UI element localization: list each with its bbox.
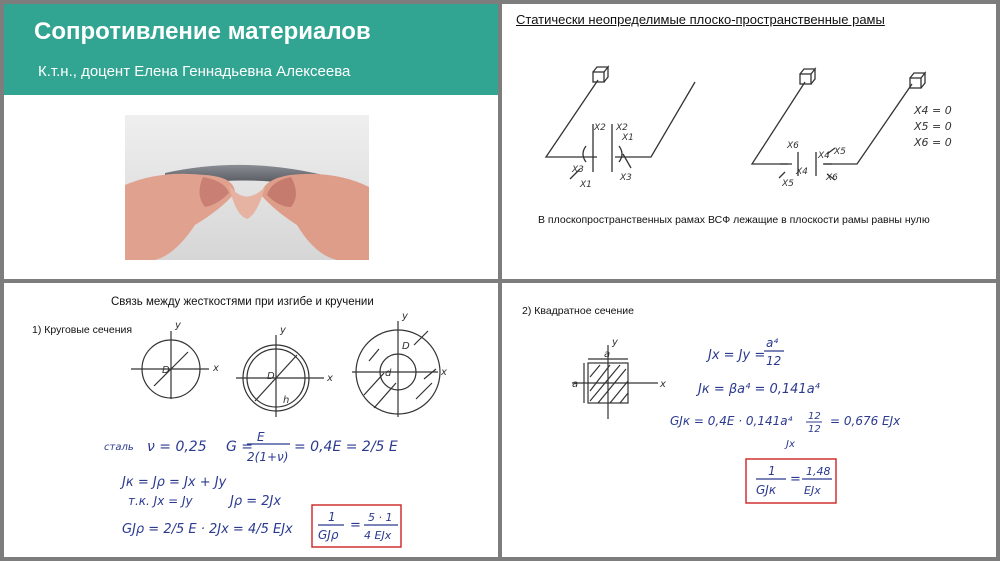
box-left-num: 1 (328, 510, 336, 524)
polar-moment-result: Jρ = 2Jx (230, 494, 282, 509)
box-right-den: EJx (804, 484, 821, 497)
force-label: X4 (796, 167, 808, 177)
box-left-den: GJк (756, 483, 777, 497)
slide-square-section[interactable] (502, 283, 996, 557)
equation: X4 = 0 (914, 104, 952, 117)
section-subtitle: 2) Квадратное сечение (522, 305, 635, 317)
poisson-ratio: ν = 0,25 (147, 439, 207, 455)
torsion-inertia-formula: Jк = βa⁴ = 0,141a⁴ (698, 382, 820, 397)
slide-heading: Статически неопределимые плоско-пространственные рамы (516, 12, 885, 27)
bending-phone-photo (125, 115, 369, 260)
axis-label: x (213, 363, 219, 374)
box-equals: = (790, 472, 801, 487)
force-label: X2 (616, 123, 628, 133)
box-right-num: 5 · 1 (368, 511, 393, 524)
force-label: X3 (572, 165, 584, 175)
inertia-numerator: a⁴ (766, 336, 779, 350)
polar-moment-formula: Jк = Jρ = Jx + Jy (122, 475, 227, 490)
equation: X5 = 0 (914, 120, 952, 133)
ratio-denominator: 12 (808, 424, 821, 435)
box-left-den: GJρ (318, 528, 339, 542)
axis-label: y (280, 325, 286, 336)
slide-title[interactable] (4, 4, 498, 279)
torsion-stiffness-result: = 0,676 EJx (830, 414, 901, 428)
slide-heading: Связь между жесткостями при изгибе и кручении (111, 296, 374, 308)
torsion-stiffness-formula: GJк = 0,4E · 0,141a⁴ (670, 414, 793, 428)
box-equals: = (350, 518, 361, 533)
force-label: X6 (826, 173, 838, 183)
force-label: X5 (782, 179, 794, 189)
axis-label: y (612, 337, 618, 348)
slide-circular-sections[interactable] (4, 283, 498, 557)
axis-label: x (441, 367, 447, 378)
side-label: a (572, 379, 579, 390)
diameter-label: D (162, 365, 170, 376)
thickness-label: h (283, 395, 290, 406)
g-numerator: E (257, 430, 265, 444)
slide-frames[interactable] (502, 4, 996, 279)
g-denominator: 2(1+ν) (247, 450, 289, 464)
outer-diameter-label: D (402, 341, 410, 352)
inertia-formula: Jx = Jy = (708, 348, 766, 363)
annotation-under: Jx (786, 439, 795, 450)
torsion-stiffness-formula: GJρ = 2/5 E · 2Jx = 4/5 EJx (122, 522, 293, 537)
axis-label: x (327, 373, 333, 384)
circular-sections-sketch (4, 283, 498, 557)
slide-note: В плоскопространственных рамах ВСФ лежащие в плоскости рамы равны нулю (538, 214, 930, 226)
axis-label: y (175, 320, 181, 331)
square-section-sketch (502, 283, 996, 557)
force-label: X3 (620, 173, 632, 183)
equation: X6 = 0 (914, 136, 952, 149)
force-label: X4 (818, 151, 830, 161)
ratio-numerator: 12 (808, 411, 821, 422)
author-line: К.т.н., доцент Елена Геннадьевна Алексеева (38, 63, 351, 80)
symmetry-condition: т.к. Jx = Jy (128, 494, 193, 508)
axis-label: x (660, 379, 666, 390)
inertia-denominator: 12 (766, 354, 782, 368)
diameter-label: D (267, 371, 275, 382)
force-label: X1 (580, 180, 592, 190)
g-label: G = (226, 439, 254, 455)
steel-label: сталь (104, 442, 134, 453)
section-subtitle: 1) Круговые сечения (32, 324, 133, 336)
force-label: X2 (594, 123, 606, 133)
inner-diameter-label: d (385, 368, 392, 379)
side-label: a (604, 349, 611, 360)
g-result: = 0,4E = 2/5 E (294, 439, 398, 455)
title-banner (4, 4, 498, 95)
box-left-num: 1 (768, 464, 776, 478)
course-title: Сопротивление материалов (34, 18, 371, 45)
force-label: X1 (622, 133, 634, 143)
frame-sketch (502, 4, 996, 279)
box-right-den: 4 EJx (364, 529, 392, 542)
force-label: X5 (834, 147, 846, 157)
box-right-num: 1,48 (806, 465, 831, 478)
axis-label: y (402, 311, 408, 322)
force-label: X6 (787, 141, 799, 151)
